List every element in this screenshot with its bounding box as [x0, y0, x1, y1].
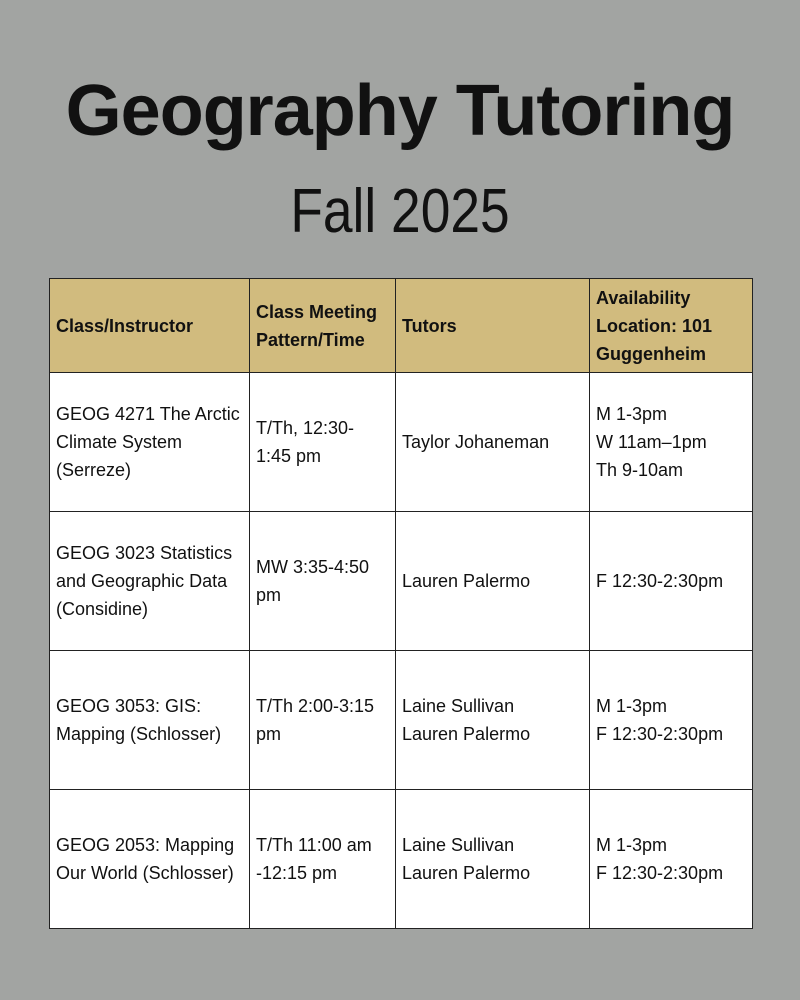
availability-cell [590, 373, 753, 512]
availability-slot: W 11am–1pm [596, 432, 707, 452]
class-cell: GEOG 2053: Mapping Our World (Schlosser) [50, 790, 250, 929]
page-title: Geography Tutoring [65, 71, 735, 151]
table-header-row [50, 279, 753, 373]
tutors-cell [396, 512, 590, 651]
availability-cell [590, 512, 753, 651]
tutoring-schedule-table [49, 278, 753, 929]
class-cell: GEOG 4271 The Arctic Climate System (Serreze) [50, 373, 250, 512]
tutors-cell [396, 790, 590, 929]
time-cell: T/Th 11:00 am -12:15 pm [250, 790, 396, 929]
page-subtitle: Fall 2025 [290, 177, 510, 246]
table-row [50, 790, 753, 929]
availability-slot: Th 9-10am [596, 460, 684, 480]
table-row [50, 512, 753, 651]
table-row [50, 373, 753, 512]
availability-slot: M 1-3pm [596, 696, 668, 716]
availability-slot: F 12:30-2:30pm [596, 571, 724, 591]
class-cell: GEOG 3023 Statistics and Geographic Data (Considine) [50, 512, 250, 651]
availability-slot: F 12:30-2:30pm [596, 724, 724, 744]
availability-cell [590, 790, 753, 929]
column-header-tutors: Tutors [396, 279, 590, 373]
table-row [50, 651, 753, 790]
availability-slot: M 1-3pm [596, 835, 668, 855]
time-cell: T/Th 2:00-3:15 pm [250, 651, 396, 790]
time-cell: MW 3:35-4:50 pm [250, 512, 396, 651]
tutors-cell [396, 373, 590, 512]
tutor-name: Taylor Johaneman [402, 432, 550, 452]
column-header-class: Class/Instructor [50, 279, 250, 373]
tutor-name: Lauren Palermo [402, 724, 531, 744]
column-header-availability: Availability Location: 101 Guggenheim [590, 279, 753, 373]
time-cell: T/Th, 12:30-1:45 pm [250, 373, 396, 512]
column-header-time: Class Meeting Pattern/Time [250, 279, 396, 373]
tutor-name: Lauren Palermo [402, 571, 531, 591]
class-cell: GEOG 3053: GIS: Mapping (Schlosser) [50, 651, 250, 790]
tutors-cell [396, 651, 590, 790]
availability-slot: F 12:30-2:30pm [596, 863, 724, 883]
availability-slot: M 1-3pm [596, 404, 668, 424]
tutor-name: Laine Sullivan [402, 696, 515, 716]
tutor-name: Lauren Palermo [402, 863, 531, 883]
availability-cell [590, 651, 753, 790]
tutor-name: Laine Sullivan [402, 835, 515, 855]
